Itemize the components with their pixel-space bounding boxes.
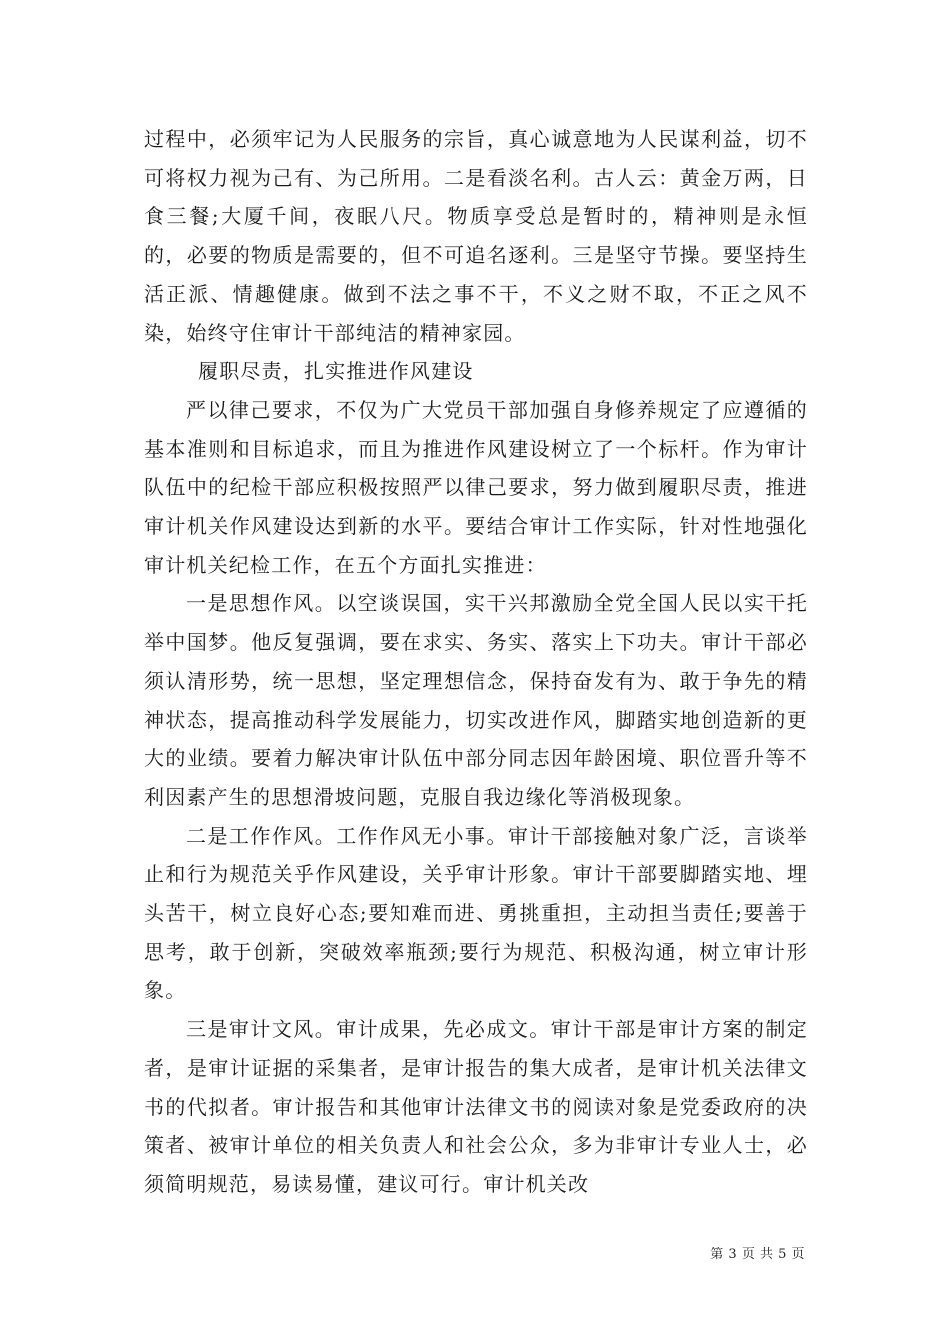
paragraph-continuation: 过程中，必须牢记为人民服务的宗旨，真心诚意地为人民谋利益，切不可将权力视为己有、为己所用。二是看淡名利。古人云：黄金万两，日食三餐;大厦千间，夜眠八尺。物质享受总是暂时的，精神则是永恒的，必要的物质是需要的，但不可追名逐利。三是坚守节操。要坚持生活正派、情趣健康。做到不法之事不干，不义之财不取，不正之风不染，始终守住审计干部纯洁的精神家园。 xyxy=(144,127,808,345)
paragraph-thought-style: 一是思想作风。以空谈误国，实干兴邦激励全党全国人民以实干托举中国梦。他反复强调，要在求实、务实、落实上下功夫。审计干部必须认清形势，统一思想，坚定理想信念，保持奋发有为、敢于争先的精神状态，提高推动科学发展能力，切实改进作风，脚踏实地创造新的更大的业绩。要着力解决审计队伍中部分同志因年龄困境、职位晋升等不利因素产生的思想滑坡问题，克服自我边缘化等消极现象。 xyxy=(144,591,808,809)
body-text xyxy=(144,120,808,1204)
paragraph-intro: 严以律己要求，不仅为广大党员干部加强自身修养规定了应遵循的基本准则和目标追求，而且为推进作风建设树立了一个标杆。作为审计队伍中的纪检干部应积极按照严以律己要求，努力做到履职尽责，推进审计机关作风建设达到新的水平。要结合审计工作实际，针对性地强化审计机关纪检工作，在五个方面扎实推进： xyxy=(144,397,808,577)
page-number-footer: 第 3 页 共 5 页 xyxy=(710,1247,805,1262)
section-heading: 履职尽责，扎实推进作风建设 xyxy=(198,359,474,384)
paragraph-work-style: 二是工作作风。工作作风无小事。审计干部接触对象广泛，言谈举止和行为规范关乎作风建设，关乎审计形象。审计干部要脚踏实地、埋头苦干，树立良好心态;要知难而进、勇挑重担，主动担当责任;要善于思考，敢于创新，突破效率瓶颈;要行为规范、积极沟通，树立审计形象。 xyxy=(144,823,808,1003)
paragraph-writing-style: 三是审计文风。审计成果，先必成文。审计干部是审计方案的制定者，是审计证据的采集者，是审计报告的集大成者，是审计机关法律文书的代拟者。审计报告和其他审计法律文书的阅读对象是党委政府的决策者、被审计单位的相关负责人和社会公众，多为非审计专业人士，必须简明规范，易读易懂，建议可行。审计机关改 xyxy=(144,1017,808,1196)
